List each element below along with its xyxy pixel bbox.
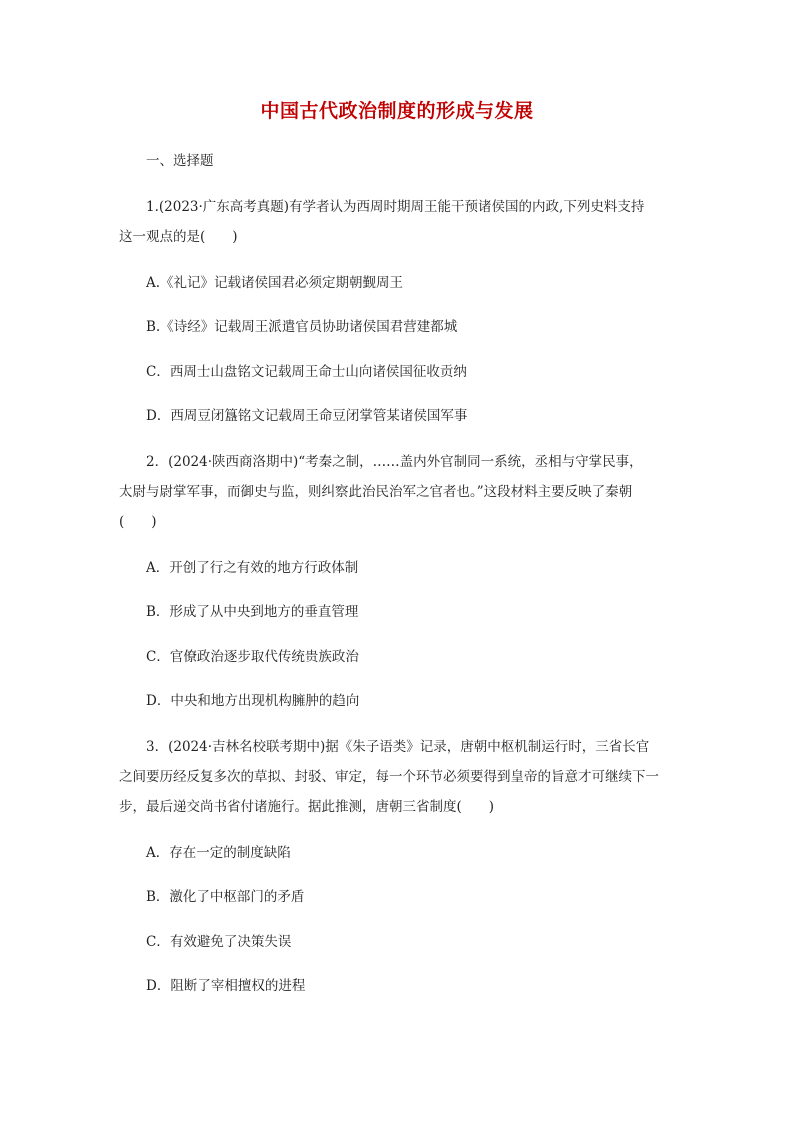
question-1-option-c: C．西周士山盘铭文记载周王命士山向诸侯国征收贡纳 <box>146 364 467 380</box>
question-2-stem-line-2: 太尉与尉掌军事，而御史与监，则纠察此治民治军之官者也。”这段材料主要反映了秦朝 <box>119 484 633 500</box>
question-1-option-a: A.《礼记》记载诸侯国君必须定期朝觐周王 <box>146 275 404 291</box>
question-2-stem-line-1: 2．(2024·陕西商洛期中)“考秦之制，……盖内外官制同一系统，丞相与守掌民事， <box>146 454 643 470</box>
question-3-option-a: A．存在一定的制度缺陷 <box>146 845 291 861</box>
section-heading: 一、选择题 <box>146 153 214 169</box>
question-2-stem-line-3: ( ) <box>119 514 157 530</box>
question-3-option-d: D．阻断了宰相擅权的进程 <box>146 978 306 994</box>
question-3-option-b: B．激化了中枢部门的矛盾 <box>146 889 305 905</box>
question-1-stem-line-2: 这一观点的是( ) <box>119 229 238 245</box>
question-3-stem-line-2: 之间要历经反复多次的草拟、封驳、审定，每一个环节必须要得到皇帝的旨意才可继续下一 <box>119 769 659 785</box>
question-1-option-d: D．西周豆闭簋铭文记载周王命豆闭掌管某诸侯国军事 <box>146 408 468 424</box>
question-2-option-a: A．开创了行之有效的地方行政体制 <box>146 560 359 576</box>
question-3-stem-line-1: 3．(2024·吉林名校联考期中)据《朱子语类》记录，唐朝中枢机制运行时，三省长官 <box>146 739 650 755</box>
question-2-option-c: C．官僚政治逐步取代传统贵族政治 <box>146 649 359 665</box>
document-title: 中国古代政治制度的形成与发展 <box>260 100 534 122</box>
question-2-option-d: D．中央和地方出现机构臃肿的趋向 <box>146 693 360 709</box>
question-1-stem-line-1: 1.(2023·广东高考真题)有学者认为西周时期周王能干预诸侯国的内政,下列史料支持 <box>146 199 645 215</box>
question-3-option-c: C．有效避免了决策失误 <box>146 934 292 950</box>
question-1-option-b: B.《诗经》记载周王派遣官员协助诸侯国君营建都城 <box>146 319 458 335</box>
question-2-option-b: B．形成了从中央到地方的垂直管理 <box>146 604 359 620</box>
question-3-stem-line-3: 步，最后递交尚书省付诸施行。据此推测，唐朝三省制度( ) <box>119 799 495 815</box>
